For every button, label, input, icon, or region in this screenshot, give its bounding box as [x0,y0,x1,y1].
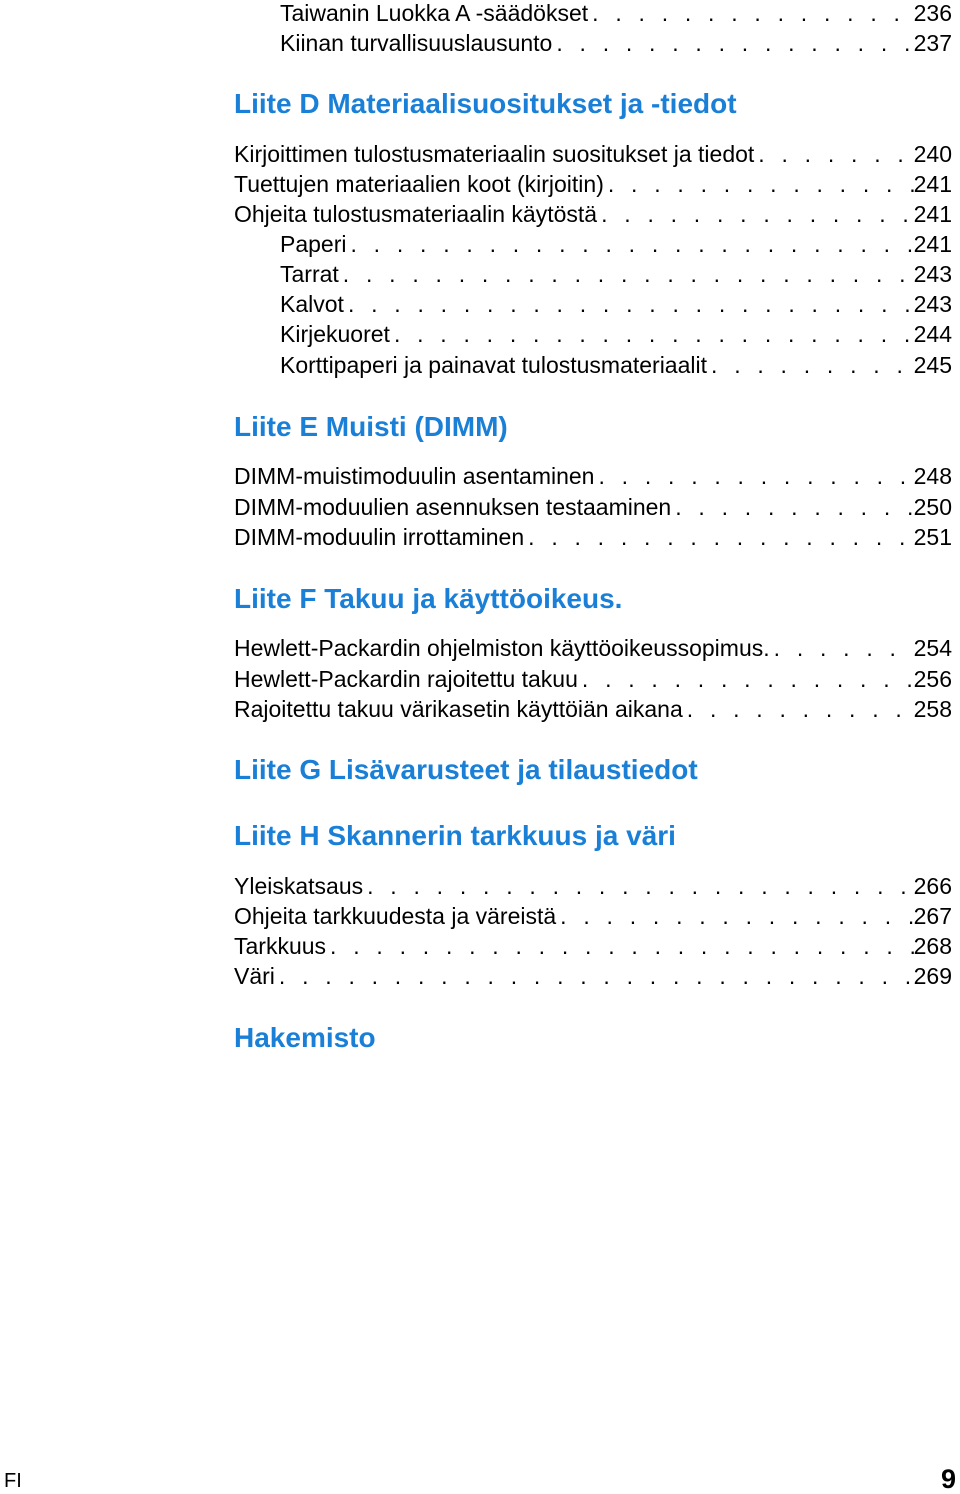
toc-entry[interactable] [280,289,952,319]
toc-entry[interactable] [234,461,952,491]
dot-leader [588,0,913,28]
toc-entry[interactable] [234,199,952,229]
dot-leader [556,901,913,931]
toc-entry-label: Väri [234,963,275,989]
toc-entry-label: Kiinan turvallisuuslausunto [280,30,553,56]
toc-entry-page: 266 [913,873,952,899]
toc-entry-page: 251 [913,524,952,550]
toc-entry[interactable] [280,259,952,289]
toc-entry[interactable] [234,664,952,694]
section-heading[interactable]: Liite D Materiaalisuositukset ja -tiedot [234,88,737,119]
section-heading[interactable]: Liite G Lisävarusteet ja tilaustiedot [234,754,698,785]
dot-leader [344,289,914,319]
dot-leader [683,694,914,724]
section-heading[interactable]: Liite H Skannerin tarkkuus ja väri [234,820,676,851]
toc-entry-page: 254 [913,635,952,661]
toc-entry[interactable] [280,319,952,349]
dot-leader [326,931,914,961]
dot-leader [604,169,914,199]
toc-entry-page: 250 [913,494,952,520]
footer-language: FI [4,1470,22,1492]
dot-leader [390,319,914,349]
toc-entry-label: Hewlett-Packardin rajoitettu takuu [234,666,578,692]
dot-leader [339,259,914,289]
toc-entry-page: 243 [913,291,952,317]
dot-leader [524,522,913,552]
toc-entry-label: DIMM-muistimoduulin asentaminen [234,463,595,489]
toc-entry[interactable] [234,492,952,522]
toc-entry[interactable] [234,633,952,663]
footer-page-number: 9 [940,1464,956,1494]
toc-entry-page: 245 [913,352,952,378]
toc-entry[interactable] [280,0,952,28]
toc-entry-label: Kalvot [280,291,344,317]
toc-entry[interactable] [280,350,952,380]
section-heading[interactable]: Liite E Muisti (DIMM) [234,411,508,442]
dot-leader [707,350,914,380]
toc-entry-label: Kirjekuoret [280,321,390,347]
dot-leader [671,492,913,522]
toc-entry-page: 241 [913,171,952,197]
toc-entry-label: Yleiskatsaus [234,873,364,899]
toc-entry[interactable] [234,901,952,931]
toc-entry-page: 256 [913,666,952,692]
toc-entry-page: 268 [913,933,952,959]
toc-entry-page: 248 [913,463,952,489]
dot-leader [578,664,914,694]
dot-leader [594,461,913,491]
toc-entry-label: Paperi [280,231,347,257]
toc-entry-page: 243 [913,261,952,287]
toc-entry-label: Tarrat [280,261,339,287]
dot-leader [597,199,914,229]
toc-entry-page: 269 [913,963,952,989]
toc-entry-page: 241 [913,231,952,257]
toc-entry-label: Ohjeita tarkkuudesta ja väreistä [234,903,557,929]
toc-entry[interactable] [280,229,952,259]
toc-entry-label: Taiwanin Luokka A -säädökset [280,0,589,26]
toc-entry-label: Korttipaperi ja painavat tulostusmateriaalit [280,352,708,378]
dot-leader [754,139,913,169]
toc-entry-label: Rajoitettu takuu värikasetin käyttöiän aikana [234,696,683,722]
toc-entry[interactable] [234,931,952,961]
toc-entry[interactable] [234,139,952,169]
toc-entry[interactable] [234,169,952,199]
toc-entry[interactable] [234,871,952,901]
toc-entry-page: 240 [913,141,952,167]
section-heading[interactable]: Liite F Takuu ja käyttöoikeus. [234,583,623,614]
toc-entry-page: 244 [913,321,952,347]
toc-entry[interactable] [280,28,952,58]
toc-entry-page: 258 [913,696,952,722]
toc-entry[interactable] [234,961,952,991]
dot-leader [275,961,914,991]
toc-entry-label: Kirjoittimen tulostusmateriaalin suositukset ja tiedot [234,141,755,167]
toc-entry[interactable] [234,522,952,552]
toc-entry-label: Hewlett-Packardin ohjelmiston käyttöoikeussopimus. [234,635,770,661]
dot-leader [363,871,914,901]
toc-entry-label: Ohjeita tulostusmateriaalin käytöstä [234,201,598,227]
dot-leader [552,28,913,58]
toc-entry-page: 236 [913,0,952,26]
toc-entry-page: 267 [913,903,952,929]
dot-leader [346,229,913,259]
section-heading[interactable]: Hakemisto [234,1022,376,1053]
toc-entry-label: Tarkkuus [234,933,327,959]
toc-entry-label: DIMM-moduulien asennuksen testaaminen [234,494,672,520]
toc-entry[interactable] [234,694,952,724]
toc-entry-page: 237 [913,30,952,56]
toc-entry-label: Tuettujen materiaalien koot (kirjoitin) [234,171,604,197]
toc-entry-page: 241 [913,201,952,227]
toc-entry-label: DIMM-moduulin irrottaminen [234,524,525,550]
dot-leader [770,633,914,663]
